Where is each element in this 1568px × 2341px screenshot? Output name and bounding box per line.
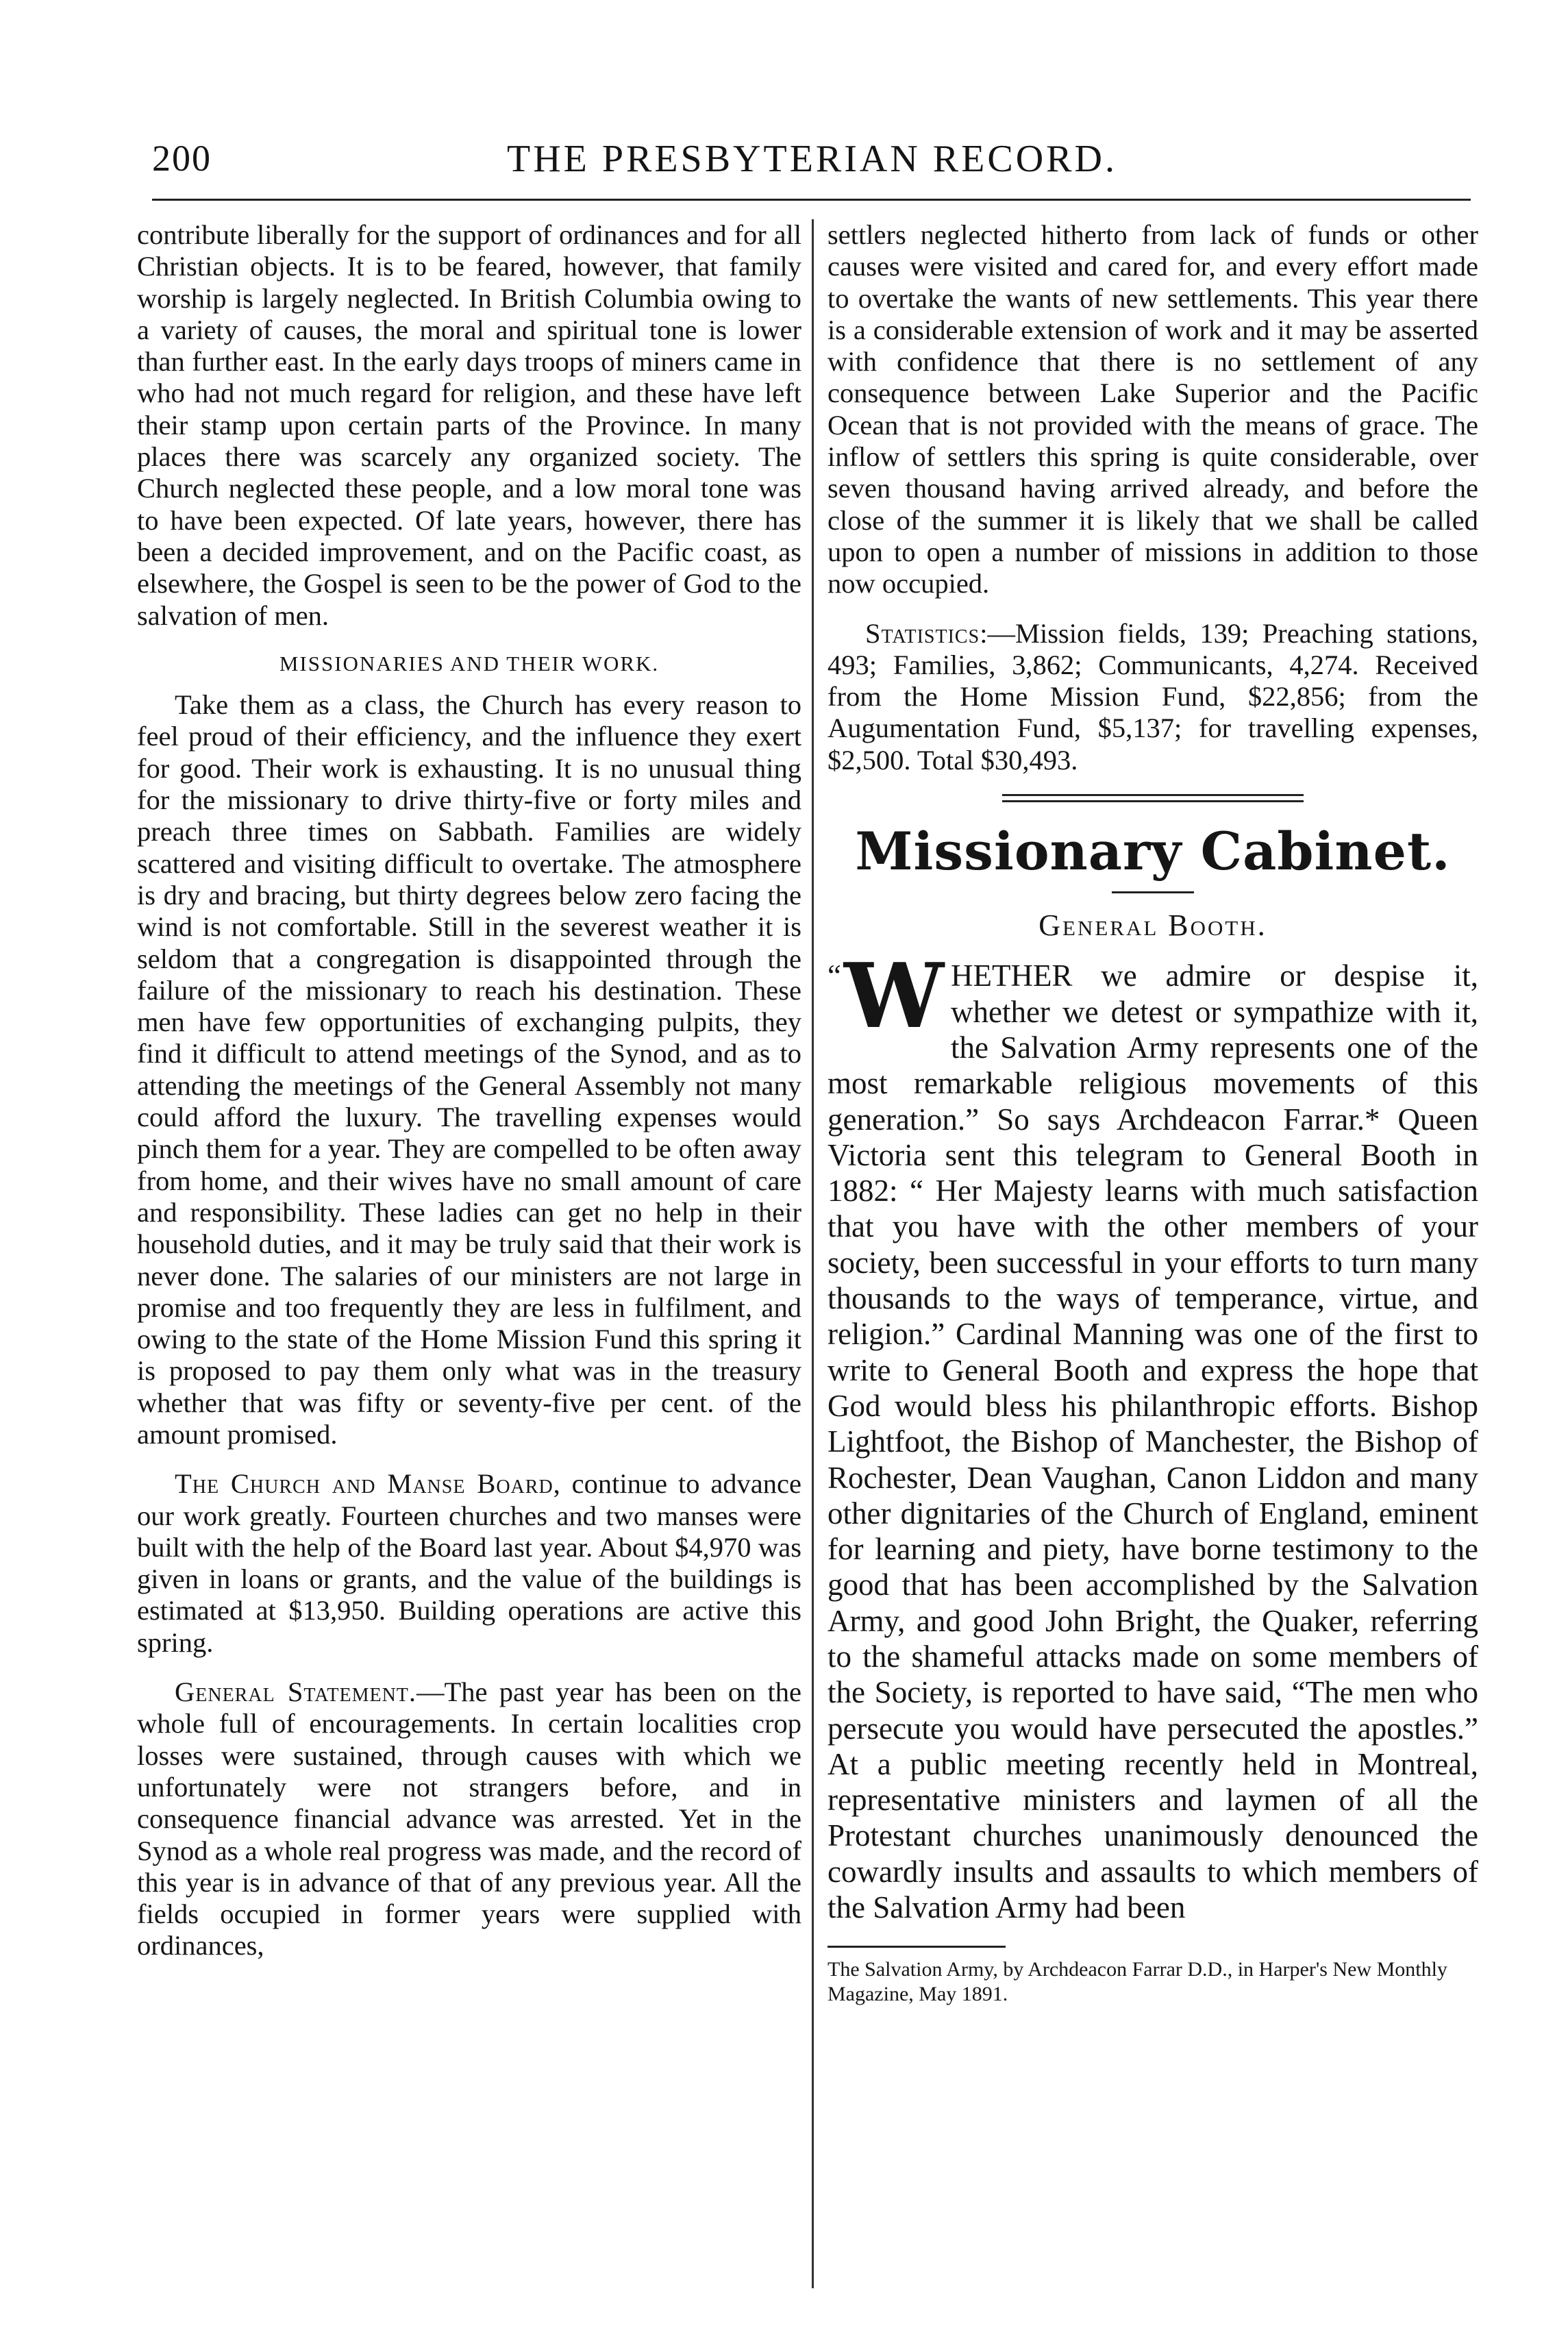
statistics-text: :—Mission fields, 139; Preaching stations, 493; Families, 3,862; Communicants, 4,274. Received from the Home Mission Fund, $22,856; from the Augumentation Fund, $5,137; for travelling expenses, $2,500. Total $30,493. [827, 617, 1478, 776]
church-board-lead: The Church and Manse Board, [175, 1468, 561, 1500]
article-heading: General Booth. [1038, 908, 1267, 943]
right-column [827, 219, 1478, 2007]
continuation-paragraph: settlers neglected hitherto from lack of funds or other causes were visited and cared for, and every effort made to overtake the wants of new settlements. This year there is a considerable extension of work and it may be asserted with confidence that there is no settlement of any consequence between Lake Superior and the Pacific Ocean that is not provided with the means of grace. The inflow of settlers this spring is quite considerable, over seven thousand having arrived already, and before the close of the summer it is likely that we shall be called upon to open a number of missions in addition to those now occupied. [827, 219, 1478, 599]
intro-paragraph: contribute liberally for the support of ordinances and for all Christian objects. It is to be feared, however, that family worship is largely neglected. In British Columbia owing to a variety of causes, the moral and spiritual tone is lower than further east. In the early days troops of miners came in who had not much regard for religion, and these have left their stamp upon certain parts of the Province. In many places there was scarcely any organized society. The Church neglected these people, and a low moral tone was to have been expected. Of late years, however, there has been a decided improvement, and on the Pacific coast, as elsewhere, the Gospel is seen to be the power of God to the salvation of men. [137, 219, 801, 631]
footnote-rule [827, 1946, 1006, 1948]
article-body [827, 943, 1478, 1925]
general-statement-paragraph [137, 1676, 801, 1962]
general-statement-text: —The past year has been on the whole full of encouragements. In certain localities crop losses were sustained, through causes with which we unfortunately were not strangers before, and in consequence financial advance was arrested. Yet in the Synod as a whole real progress was made, and the record of this year is in advance of that of any previous year. All the fields occupied in former years were supplied with ordinances, [137, 1676, 801, 1961]
statistics-lead: Statistics [865, 617, 980, 649]
church-board-paragraph [137, 1468, 801, 1659]
double-rule [1002, 794, 1304, 802]
church-board-text: continue to advance our work greatly. Fourteen churches and two manses were built with the help of the Board last year. About $4,970 was given in loans or grants, and the value of the buildings is estimated at $13,950. Building operations are active this spring. [137, 1468, 801, 1658]
statistics-paragraph [827, 618, 1478, 776]
left-column [137, 219, 801, 1962]
page-number: 200 [152, 138, 212, 179]
column-divider [812, 219, 814, 2288]
drop-cap: W [843, 943, 944, 1049]
short-rule [1112, 891, 1194, 893]
header-rule [152, 199, 1471, 201]
footnote: The Salvation Army, by Archdeacon Farrar D.D., in Harper's New Monthly Magazine, May 1891. [827, 1958, 1447, 2006]
missionaries-paragraph: Take them as a class, the Church has every reason to feel proud of their efficiency, and the influence they exert for good. Their work is exhausting. It is no unusual thing for the missionary to drive thirty-five or forty miles and preach three times on Sabbath. Families are widely scattered and visiting difficult to overtake. The atmosphere is dry and bracing, but thirty degrees below zero facing the wind is not comfortable. Still in the severest weather it is seldom that a congregation is disappointed through the failure of the missionary to reach his destination. These men have few opportunities of exchanging pulpits, they find it difficult to attend meetings of the Synod, and as to attending the meetings of the General Assembly not many could afford the luxury. The travelling expenses would pinch them for a year. They are compelled to be often away from home, and their wives have no small amount of care and responsibility. These ladies can get no help in their household duties, and it may be truly said that their work is never done. The salaries of our ministers are not large in promise and too frequently they are less in fulfilment, and owing to the state of the Home Mission Fund this spring it is proposed to pay them only what was in the treasury whether that was fifty or seventy-five per cent. of the amount promised. [137, 689, 801, 1450]
general-statement-lead: General Statement. [175, 1676, 417, 1708]
article-open-quote: “ [827, 958, 841, 993]
cabinet-title: Missionary Cabinet. [855, 821, 1451, 882]
running-title: THE PRESBYTERIAN RECORD. [507, 138, 1117, 180]
article-text: HETHER we admire or despise it, whether we detest or sympathize with it, the Salvation Army represents one of the most remarkable religious movements of this generation.” So says Archdeacon Farrar.* Queen Victoria sent this telegram to General Booth in 1882: “ Her Majesty learns with much satisfaction that you have with the other members of your society, been successful in your efforts to turn many thousands to the ways of temperance, virtue, and religion.” Cardinal Manning was one of the first to write to General Booth and express the hope that God would bless his philanthropic efforts. Bishop Lightfoot, the Bishop of Manchester, the Bishop of Rochester, Dean Vaughan, Canon Liddon and many other dignitaries of the Church of England, eminent for learning and piety, have borne testimony to the good that has been accomplished by the Salvation Army, and good John Bright, the Quaker, referring to the shameful attacks made on some members of the Society, is reported to have said, “The men who persecute you would have persecuted the apostles.” At a public meeting recently held in Montreal, representative ministers and laymen of all the Protestant churches unanimously denounced the cowardly insults and assaults to which members of the Salvation Army had been [827, 958, 1478, 1925]
section-heading-missionaries: MISSIONARIES AND THEIR WORK. [279, 651, 660, 676]
